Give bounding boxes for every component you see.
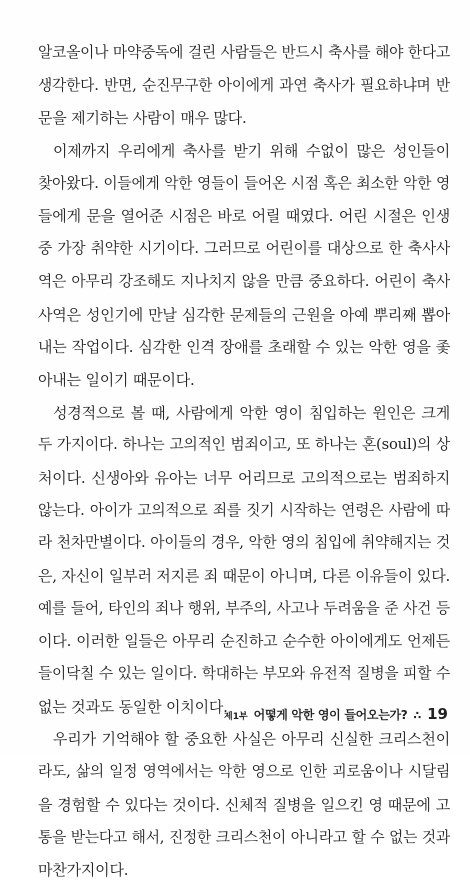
text-line: 라 천차만별이다. 아이들의 경우, 악한 영의 침입에 취약해지는 것 <box>38 534 450 552</box>
text-line: 내는 작업이다. 심각한 인격 장애를 초래할 수 있는 악한 영을 좇 <box>38 338 450 357</box>
page-number: 19 <box>427 705 448 723</box>
text-line: 처이다. 신생아와 유아는 너무 어리므로 고의적으로는 범죄하지 <box>38 468 450 487</box>
text-line: 두 가지이다. 하나는 고의적인 범죄이고, 또 하나는 혼(soul)의 상 <box>38 436 450 454</box>
text-line: 들에게 문을 열어준 시점은 바로 어릴 때였다. 어린 시절은 인생 <box>38 207 450 226</box>
text-line: 않는다. 아이가 고의적으로 죄를 짓기 시작하는 연령은 사람에 따 <box>38 501 450 519</box>
body-text <box>38 40 450 890</box>
text-line: 역은 아무리 강조해도 지나치지 않을 만큼 중요하다. 어린이 축사 <box>38 272 450 290</box>
text-line: 알코올이나 마약중독에 걸린 사람들은 반드시 축사를 해야 한다고 <box>38 44 450 61</box>
text-line: 사역은 성인기에 만날 심각한 문제들의 근원을 아예 뿌리째 뽑아 <box>38 305 450 324</box>
text-line: 마찬가지이다. <box>38 861 129 880</box>
text-line: 생각한다. 반면, 순진무구한 아이에게 과연 축사가 필요하냐며 반 <box>38 76 450 94</box>
text-line: 통을 받는다고 해서, 진정한 크리스천이 아니라고 할 수 없는 것과 <box>38 828 450 846</box>
text-line: 찾아왔다. 이들에게 악한 영들이 들어온 시점 혹은 최소한 악한 영 <box>38 174 450 192</box>
text-line: 을 경험할 수 있다는 것이다. 신체적 질병을 일으킨 영 때문에 고 <box>38 795 450 814</box>
text-line: 중 가장 취약한 시기이다. 그러므로 어린이를 대상으로 한 축사사 <box>38 240 450 258</box>
text-line: 은, 자신이 일부러 저지른 죄 때문이 아니며, 다른 이유들이 있다. <box>38 567 451 585</box>
text-line: 아내는 일이기 때문이다. <box>38 370 195 389</box>
text-line: 예를 들어, 타인의 죄나 행위, 부주의, 사고나 두려움을 준 사건 등 <box>38 599 450 617</box>
footer-chapter-title: 어떻게 악한 영이 들어오는가? <box>253 708 408 722</box>
text-line: 성경적으로 볼 때, 사람에게 악한 영이 침입하는 원인은 크게 <box>53 403 450 422</box>
text-line: 우리가 기억해야 할 중요한 사실은 아무리 신실한 크리스천이 <box>53 730 450 749</box>
text-line: 들이닥칠 수 있는 일이다. 학대하는 부모와 유전적 질병을 피할 수 <box>38 665 450 683</box>
text-line: 없는 것과도 동일한 이치이다. <box>38 697 228 716</box>
running-footer <box>224 705 448 727</box>
text-line: 이제까지 우리에게 축사를 받기 위해 수없이 많은 성인들이 <box>53 142 450 161</box>
footer-part-label: 제1부 <box>224 712 248 722</box>
text-line: 라도, 삶의 일정 영역에서는 악한 영으로 인한 괴로움이나 시달림 <box>38 763 450 781</box>
footer-ornament-icon: ∴ <box>413 709 422 722</box>
text-line: 이다. 이러한 일들은 아무리 순진하고 순수한 아이에게도 언제든 <box>38 632 450 651</box>
text-line: 문을 제기하는 사람이 매우 많다. <box>38 109 247 128</box>
